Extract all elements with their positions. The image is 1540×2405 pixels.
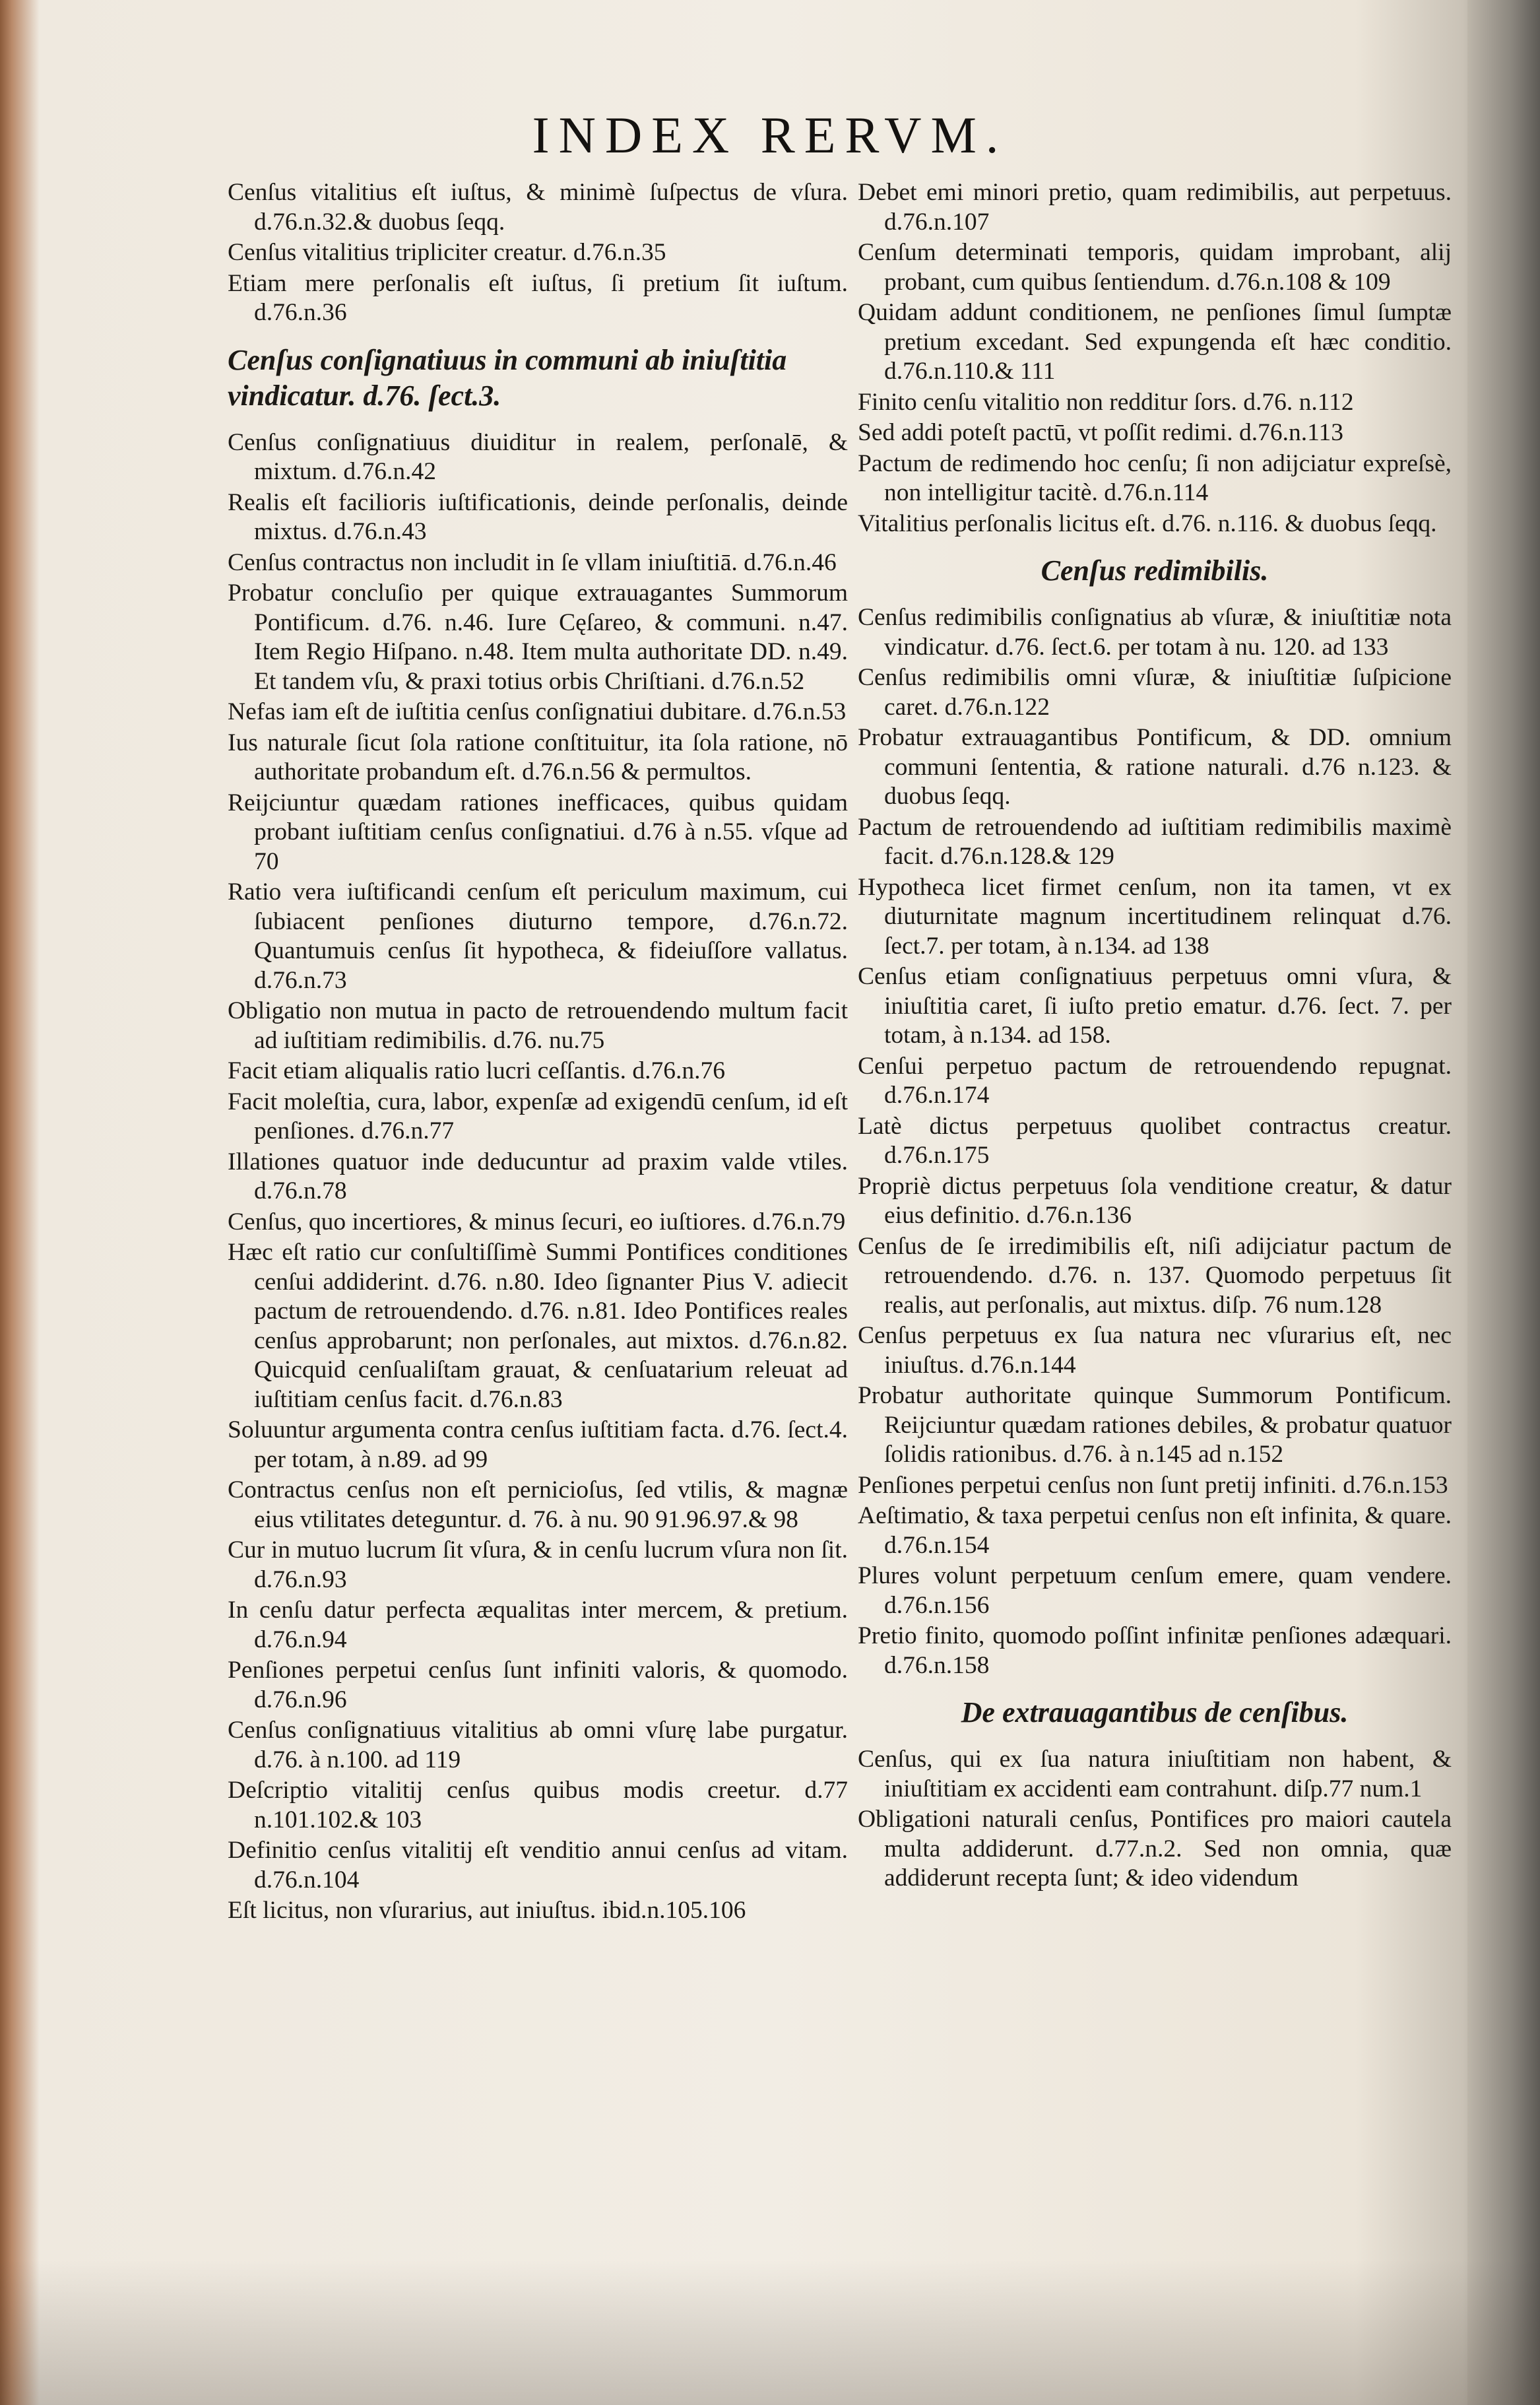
index-entry: Hypotheca licet firmet cenſum, non ita tamen, vt ex diuturnitate magnum incertitudinem relinquat d.76. ſect.7. per totam, à n.134. ad 138 bbox=[858, 873, 1452, 960]
index-entry: Probatur concluſio per quique extrauagantes Summorum Pontificum. d.76. n.46. Iure Cęſareo, & communi. n.47. Item Regio Hiſpano. n.48. Item multa authoritate DD. n.49. Et tandem vſu, & praxi totius orbis Chriſtiani. d.76.n.52 bbox=[228, 579, 848, 695]
index-entry: Ratio vera iuſtificandi cenſum eſt periculum maximum, cui ſubiacent penſiones diuturno tempore, d.76.n.72. Quantumuis cenſus ſit hypotheca, & fideiuſſore vallatus. d.76.n.73 bbox=[228, 878, 848, 994]
index-entry: Pactum de retrouendendo ad iuſtitiam redimibilis maximè facit. d.76.n.128.& 129 bbox=[858, 813, 1452, 870]
index-entry: Cenſus redimibilis conſignatius ab vſuræ, & iniuſtitiæ nota vindicatur. d.76. ſect.6. per totam à nu. 120. ad 133 bbox=[858, 604, 1452, 661]
index-entry: Obligatio non mutua in pacto de retrouendendo multum facit ad iuſtitiam redimibilis. d.76. nu.75 bbox=[228, 997, 848, 1054]
index-entry: Pactum de redimendo hoc cenſu; ſi non adijciatur expreſsè, non intelligitur tacitè. d.76.n.114 bbox=[858, 449, 1452, 506]
index-entry: Propriè dictus perpetuus ſola venditione creatur, & datur eius definitio. d.76.n.136 bbox=[858, 1172, 1452, 1229]
index-entry: Nefas iam eſt de iuſtitia cenſus conſignatiui dubitare. d.76.n.53 bbox=[228, 698, 847, 725]
index-entry: Cenſus contractus non includit in ſe vllam iniuſtitiā. d.76.n.46 bbox=[228, 548, 837, 576]
index-entry: Cenſus, quo incertiores, & minus ſecuri, eo iuſtiores. d.76.n.79 bbox=[228, 1208, 846, 1235]
index-entry: Cenſus, qui ex ſua natura iniuſtitiam non habent, & iniuſtitiam ex accidenti eam contrahunt. diſp.77 num.1 bbox=[858, 1746, 1452, 1802]
index-entry: In cenſu datur perfecta æqualitas inter mercem, & pretium. d.76.n.94 bbox=[228, 1597, 848, 1653]
index-entry: Realis eſt facilioris iuſtificationis, deinde perſonalis, deinde mixtus. d.76.n.43 bbox=[228, 488, 848, 545]
index-entry: Sed addi poteſt pactū, vt poſſit redimi. d.76.n.113 bbox=[858, 419, 1344, 446]
index-entry: Eſt licitus, non vſurarius, aut iniuſtus. ibid.n.105.106 bbox=[228, 1897, 746, 1924]
index-entry: Cenſus perpetuus ex ſua natura nec vſurarius eſt, nec iniuſtus. d.76.n.144 bbox=[858, 1322, 1452, 1379]
index-entry: Cenſus etiam conſignatiuus perpetuus omni vſura, & iniuſtitia caret, ſi iuſto pretio ematur. d.76. ſect. 7. per totam, à n.134. ad 158. bbox=[858, 963, 1452, 1049]
index-entry: Cenſus vitalitius eſt iuſtus, & minimè ſuſpectus de vſura. d.76.n.32.& duobus ſeqq. bbox=[228, 179, 848, 236]
index-entry: Vitalitius perſonalis licitus eſt. d.76. n.116. & duobus ſeqq. bbox=[858, 510, 1437, 537]
section-heading: De extrauagantibus de cenſibus. bbox=[961, 1696, 1349, 1729]
index-entry: Probatur authoritate quinque Summorum Pontificum. Reijciuntur quædam rationes debiles, & probatur quatuor ſolidis rationibus. d.76. à n.145 ad n.152 bbox=[858, 1382, 1452, 1468]
index-entry: Penſiones perpetui cenſus ſunt infiniti valoris, & quomodo. d.76.n.96 bbox=[228, 1657, 848, 1713]
index-entry: Etiam mere perſonalis eſt iuſtus, ſi pretium ſit iuſtum. d.76.n.36 bbox=[228, 269, 848, 326]
right-column bbox=[858, 178, 1452, 2356]
section-heading: Cenſus redimibilis. bbox=[1041, 554, 1269, 587]
page-title: INDEX RERVM. bbox=[532, 106, 1008, 164]
index-entry: Quidam addunt conditionem, ne penſiones ſimul ſumptæ pretium excedant. Sed expungenda eſt hæc conditio. d.76.n.110.& 111 bbox=[858, 299, 1452, 385]
index-entry: Penſiones perpetui cenſus non ſunt pretij infiniti. d.76.n.153 bbox=[858, 1471, 1448, 1499]
index-entry: Cenſui perpetuo pactum de retrouendendo repugnat. d.76.n.174 bbox=[858, 1052, 1452, 1109]
index-entry: Finito cenſu vitalitio non redditur ſors. d.76. n.112 bbox=[858, 388, 1354, 416]
index-entry: Cenſum determinati temporis, quidam improbant, alij probant, cum quibus ſentiendum. d.76.n.108 & 109 bbox=[858, 239, 1452, 296]
index-entry: Facit moleſtia, cura, labor, expenſæ ad exigendū cenſum, id eſt penſiones. d.76.n.77 bbox=[228, 1088, 848, 1144]
index-entry: Cenſus conſignatiuus vitalitius ab omni vſurę labe purgatur. d.76. à n.100. ad 119 bbox=[228, 1717, 848, 1773]
index-entry: Pretio finito, quomodo poſſint infinitæ penſiones adæquari. d.76.n.158 bbox=[858, 1622, 1452, 1679]
index-entry: Probatur extrauagantibus Pontificum, & DD. omnium communi ſententia, & ratione naturali. d.76 n.123. & duobus ſeqq. bbox=[858, 724, 1452, 810]
index-entry: Cenſus redimibilis omni vſuræ, & iniuſtitiæ ſuſpicione caret. d.76.n.122 bbox=[858, 664, 1452, 721]
index-entry: Aeſtimatio, & taxa perpetui cenſus non eſt infinita, & quare. d.76.n.154 bbox=[858, 1502, 1452, 1559]
index-entry: Cenſus conſignatiuus diuiditur in realem, perſonalē, & mixtum. d.76.n.42 bbox=[228, 428, 848, 485]
index-entry: Debet emi minori pretio, quam redimibilis, aut perpetuus. d.76.n.107 bbox=[858, 179, 1452, 236]
index-entry: Ius naturale ſicut ſola ratione conſtituitur, ita ſola ratione, nō authoritate probandum eſt. d.76.n.56 & permultos. bbox=[228, 729, 848, 785]
index-entry: Cenſus vitalitius tripliciter creatur. d.76.n.35 bbox=[228, 239, 666, 266]
index-entry: Definitio cenſus vitalitij eſt venditio annui cenſus ad vitam. d.76.n.104 bbox=[228, 1837, 848, 1894]
left-column bbox=[228, 178, 848, 2356]
page-edge-shadow bbox=[1467, 0, 1540, 2405]
index-entry: Hæc eſt ratio cur conſultiſſimè Summi Pontifices conditiones cenſui addiderint. d.76. n.80. Ideo ſignanter Pius V. adiecit pactum de retrouendendo. d.76. n.81. Ideo Pontifices reales cenſus approbarunt; non perſonales, aut mixtos. d.76.n.82. Quicquid cenſualiſtam grauat, & cenſuatarium releuat ad iuſtitiam cenſus facit. d.76.n.83 bbox=[228, 1239, 848, 1413]
index-entry: Cur in mutuo lucrum ſit vſura, & in cenſu lucrum vſura non ſit. d.76.n.93 bbox=[228, 1536, 848, 1593]
index-entry: Plures volunt perpetuum cenſum emere, quam vendere. d.76.n.156 bbox=[858, 1562, 1452, 1619]
index-entry: Deſcriptio vitalitij cenſus quibus modis creetur. d.77 n.101.102.& 103 bbox=[228, 1777, 848, 1833]
index-entry: Cenſus de ſe irredimibilis eſt, niſi adijciatur pactum de retrouendendo. d.76. n. 137. Quomodo perpetuus ſit realis, aut perſonalis, aut mixtus. diſp. 76 num.128 bbox=[858, 1232, 1452, 1319]
index-entry: Obligationi naturali cenſus, Pontifices pro maiori cautela multa addiderunt. d.77.n.2. Sed non omnia, quæ addiderunt recepta ſunt; & ideo videndum bbox=[858, 1806, 1452, 1892]
index-entry: Soluuntur argumenta contra cenſus iuſtitiam facta. d.76. ſect.4. per totam, à n.89. ad 99 bbox=[228, 1416, 848, 1473]
index-entry: Illationes quatuor inde deducuntur ad praxim valde vtiles. d.76.n.78 bbox=[228, 1148, 848, 1204]
index-entry: Latè dictus perpetuus quolibet contractus creatur. d.76.n.175 bbox=[858, 1112, 1452, 1169]
index-entry: Facit etiam aliqualis ratio lucri ceſſantis. d.76.n.76 bbox=[228, 1057, 725, 1084]
index-entry: Contractus cenſus non eſt pernicioſus, ſed vtilis, & magnæ eius vtilitates deteguntur. d. 76. à nu. 90 91.96.97.& 98 bbox=[228, 1476, 848, 1533]
index-entry: Reijciuntur quædam rationes inefficaces, quibus quidam probant iuſtitiam cenſus conſignatiui. d.76 à n.55. vſque ad 70 bbox=[228, 789, 848, 875]
section-heading: Cenſus conſignatiuus in communi ab iniuſtitia vindicatur. d.76. ſect.3. bbox=[228, 343, 787, 412]
